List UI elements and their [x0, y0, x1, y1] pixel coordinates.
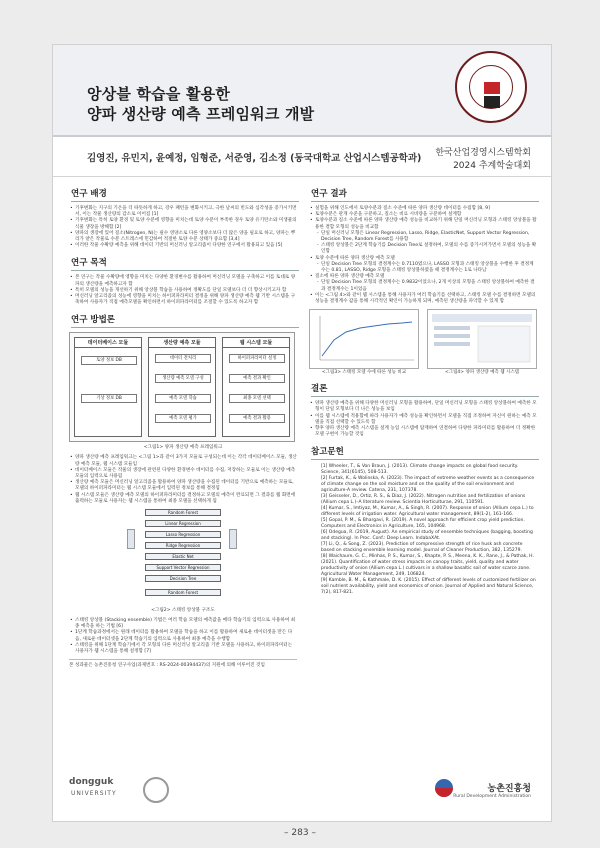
section-purpose: [69, 256, 297, 306]
figure-caption: <그림1> 양파 생산량 예측 프레임워크: [143, 445, 223, 451]
bullet: • 양파 생산량 예측을 위해 다양한 머신러닝 모형을 활용하여, 단일 머신러닝 모형을 스태킹 앙상블하여 예측한 모형이 단일 모형보다 더 나은 성능을 보임: [309, 401, 537, 413]
diagram-column-predict: [148, 337, 216, 437]
dongguk-seal-icon: [143, 777, 169, 803]
flow-box: Ridge Regression: [145, 542, 221, 549]
poster: [52, 44, 552, 822]
society-logo: [455, 51, 527, 123]
flow-side-bar: [127, 529, 135, 549]
sub-bullet: - 단일 머신러닝 모형은 Linear Regression, Lasso, Ridge, ElasticNet, Support Vector Regression, Decision Tree, Random Forest를 사용함: [309, 231, 537, 243]
figure-3-wrap: [309, 309, 419, 375]
section-references: [309, 445, 537, 596]
flow-box: Linear Regression: [145, 520, 221, 527]
section-method: [69, 313, 297, 669]
right-column: [309, 187, 537, 603]
diagram-box: 기상 정보 DB: [81, 394, 137, 403]
section-heading: 연구 배경: [71, 187, 299, 202]
bullet: • 웹 시스템 모듈은 생산량 예측 모델의 하이퍼파라미터를 결정하고 모델의 예측이 완료되면 그 결과를 웹 화면에 출력하는 모듈로 사용자는 웹 시스템을 통하여 최종 모델을 선택하게 됨: [69, 493, 297, 505]
results-figures: [309, 309, 537, 375]
diagram-box: 예측 결과 활용: [229, 414, 285, 423]
bullet: • 머신러닝 알고리즘의 성능에 영향을 미치는 하이퍼파라미터 결정을 위해 양파 생산량 예측 웹 기반 시스템을 구축하여 사용자가 직접 예측모델을 확인하면서 하이퍼파라미터를 조절할 수 있도록 하고자 함: [69, 294, 297, 306]
bullet: • 토양 수분에 따른 양파 생산량 예측 모델: [309, 256, 537, 262]
reference-item: [7] Li, Q., & Song, Z. (2023). Prediction of compressive strength of rice husk ash concrete based on stacking ensemble learning model. Journal of Cleaner Production, 382, 135279.: [321, 542, 523, 554]
diagram-box: 예측 모델 평가: [155, 414, 211, 423]
bullet: • 실험을 위해 인도에서 토양수분과 질소 수준에 따른 양파 생산량 데이터를 수집함 [8, 9]: [309, 206, 537, 212]
diagram-column-web: [222, 337, 290, 437]
rda-logo-text: 농촌진흥청: [487, 784, 531, 794]
flow-box: Decision Tree: [145, 575, 221, 582]
section-heading: 연구 목적: [71, 256, 299, 271]
reference-item: [8] Waichaure, G. C., Minhas, P. S., Kumar, S., Khapte, P. S., Meena, K. K., Rane, J., & Pathak, H. (2021). Quantification of water stress impacts on canopy traits, yield, quality and water productivity of onion (Allium cepa L.) cultivars in a shallow basaltic soil of water scarce zone. Agricultural Water Management, 249, 106824.: [321, 554, 534, 578]
bullet: • 1단계 학습과정에서는 원래 데이터를 활용하여 모델을 학습을 하고 이를 활용하여 새로운 데이터셋을 만든 다음, 새로운 데이터셋을 2단계 학습기의 입력으로 사용하여 최종 예측을 수행함: [69, 630, 297, 642]
section-background: [69, 187, 297, 249]
bullet: • 데이터베이스 모듈은 작물의 생장에 관련된 다양한 환경변수 데이터를 수집, 저장하는 모듈로 이는 생산량 예측 모듈의 입력으로 사용됨: [69, 468, 297, 480]
diagram-box: 하이퍼파라미터 설정: [229, 354, 285, 363]
figure-caption: <그림4> 양파 생산량 예측 웹 시스템: [444, 370, 520, 376]
bullet: • 양파 생산량 예측 프레임워크는 <그림 1>과 같이 3가지 모듈로 구성되는데 이는 각각 데이터베이스 모듈, 생산량 예측 모듈, 웹 시스템 모듈임: [69, 455, 297, 467]
diagram-box: 최종 모델 선택: [229, 394, 285, 403]
funding-note: 본 성과물은 농촌진흥청 연구사업(과제번호 : RS-2024-00394437)의 지원에 의해 이루어진 것임: [69, 659, 297, 669]
diagram-box: 생산량 예측 모델 구성: [155, 374, 211, 383]
diagram-column-db: [74, 337, 142, 437]
reference-item: [4] Kumar, S., Imtiyaz, M., Kumar, A., & Singh, R. (2007). Response of onion (Allium cepa L.) to different levels of irrigation water. Agricultural water management, 89(1-2), 161-166.: [321, 506, 534, 518]
bullet: • 이를 웹 시스템에 적용함에 따라 사용자가 예측 성능을 확인하면서 모델을 직접 조정하여 자신이 원하는 예측 모델을 직접 선택할 수 있도록 함: [309, 414, 537, 426]
bullet: • 생산량 예측 모듈은 머신러닝 알고리즘을 활용하여 양파 생산량을 수집된 데이터를 기반으로 예측하는 모듈로, 모델의 하이퍼파라미터는 웹 시스템 모듈에서 입력된 정보를 통해 결정됨: [69, 480, 297, 492]
conference-name: 한국산업경영시스템학회: [435, 148, 531, 158]
reference-item: [3] Geisseler, D., Ortiz, R. S., & Diaz, J. (2022). Nitrogen nutrition and fertilization of onions (Allium cepa L.)–A literature review. Scientia Horticulturae, 291, 110591.: [321, 494, 526, 506]
sub-bullet: - 스태킹 앙상블은 2단계 학습기를 Decision Tree로 설정하여, 모델의 수를 증가시켜가면서 모델의 성능을 확인함: [309, 243, 537, 255]
flow-box: Random Forest: [145, 589, 221, 596]
bullet: • 기후변화는 특히 토양 환경 및 토양 수분에 영향을 미치는데 토양 수분이 부족한 경우 토양 유기탄소와 미생물의 식물 생장을 방해함 [2]: [69, 218, 297, 230]
diagram-box: 예측 결과 확인: [229, 374, 285, 383]
figure-3-plot: [309, 309, 419, 369]
framework-diagram: [69, 332, 295, 442]
flow-box: Lasso Regression: [145, 531, 221, 538]
bullet: • 질소에 따른 양파 생산량 예측 모델: [309, 274, 537, 280]
diagram-box: 데이터 전처리: [155, 354, 211, 363]
authors: 김영진, 유민지, 윤예정, 임형준, 서준영, 김소정 (동국대학교 산업시스템공학과): [87, 153, 422, 164]
diagram-box: 토양 정보 DB: [81, 356, 137, 365]
diagram-column-title: 생산량 예측 모듈: [149, 338, 215, 348]
poster-title-line1: 앙상블 학습을 활용한: [87, 85, 231, 103]
section-heading: 결론: [311, 382, 539, 397]
left-column: [69, 187, 297, 676]
reference-item: [9] Kamble, B. M., & Kathmale, D. K. (2015). Effect of different levels of customized fertilizer on soil nutrient availability, yield and economics of onion. Journal of Applied and Natural Science, 7(2), 817-821.: [321, 578, 536, 596]
bullet: • 기후변화는 지구의 기온을 더 따뜻하게 하고, 강우 패턴을 변화시키고, 극한 날씨의 빈도와 심각성을 증가시키면서, 이는 작물 생산량의 감소로 이어짐 [1]: [69, 206, 297, 218]
diagram-column-title: 웹 시스템 모듈: [223, 338, 289, 348]
stacking-diagram: [123, 509, 243, 605]
bullet: • 이는 <그림 4>와 같이 웹 시스템을 통해 사용자가 여러 학습기를 선택하고, 스태킹 모델 수를 결정하면 모델의 성능을 결정계수 값을 통해 시각적인 확인이 가능하게 되며, 예측된 생산량을 파악할 수 있게 함: [309, 293, 537, 305]
figure-4-screenshot: [427, 309, 537, 369]
page-number: – 283 –: [284, 828, 316, 838]
section-heading: 참고문헌: [311, 445, 539, 460]
bullet: • 양파의 생장에 있어 질소(Nitrogen, N)는 필수 영양소로 다른 영양소보다 더 많은 양을 필요로 하고, 양파는 뿌리가 얕은 작물로 수분 스트레스에 민감하여 적절한 토양 수분 상태가 중요함 [3,4]: [69, 231, 297, 243]
bullet: • 이러한 작물 수확량 예측을 위해 데이터 기반의 머신러닝 알고리즘이 다양한 연구에서 활용되고 있음 [5]: [69, 243, 297, 249]
diagram-column-title: 데이터베이스 모듈: [75, 338, 141, 348]
reference-item: [1] Wheeler, T., & Von Braun, J. (2013). Climate change impacts on global food security. Science, 341(6145), 508-513.: [321, 464, 519, 476]
sub-bullet: - 단일 Decision Tree 모형의 결정계수는 0.9832이었으나, 2개 이상의 모형을 스태킹 앙상블하여 예측한 결과 결정계수는 1이었음: [309, 280, 537, 292]
web-system-screenshot: [428, 310, 536, 368]
section-results: [309, 187, 537, 375]
figure-caption: <그림3> 스태킹 모델 수에 따른 성능 비교: [321, 370, 407, 376]
figure-4-wrap: [427, 309, 537, 375]
flow-box: Elastic Net: [145, 553, 221, 560]
bullet: • 스태킹 앙상블 (Stacking ensemble) 기법은 여러 학습 모델의 예측값을 메타 학습기의 입력으로 사용하여 최종 예측을 하는 기법 [6]: [69, 618, 297, 630]
bullet: • 스태킹을 위해 1단계 학습기에서 각 모형의 다른 머신러닝 알고리즘 기반 모델을 사용하고, 하이퍼파라미터는 사용자가 웹 시스템을 통해 설정함 [7]: [69, 643, 297, 655]
rda-logo-sub: Rural Development Administration: [453, 794, 531, 799]
conference-event: 2024 추계학술대회: [453, 161, 531, 171]
dongguk-logo-sub: UNIVERSITY: [71, 790, 117, 797]
bullet: • 본 연구는 작물 수확량에 영향을 미치는 다양한 환경변수를 활용하여 머신러닝 모델을 구축하고 이를 토대로 양파의 생산량을 예측하고자 함: [69, 275, 297, 287]
section-conclusion: [309, 382, 537, 438]
footer-logos: [53, 777, 552, 813]
section-heading: 연구 방법론: [71, 313, 299, 328]
section-heading: 연구 결과: [311, 187, 539, 202]
authors-bar: [53, 141, 552, 177]
figure-caption: <그림2> 스태킹 앙상블 구조도: [151, 608, 215, 614]
reference-item: [2] Furtak, K., & Wolinska, A. (2023). The impact of extreme weather events as a consequence of climate change on the soil moisture and on the quality of the soil environment and agriculture-A review. Catena, 231, 107378.: [321, 476, 535, 494]
poster-header: [53, 45, 552, 137]
sub-bullet: - 단일 Decision Tree 모형의 결정계수는 0.7110였으나, LASSO 모형과 스태킹 앙상블을 수행한 후 결정계수는 0.81, LASSO, Ridge 모형을 스태킹 앙상블하였을 때 결정계수는 1로 나타남: [309, 262, 537, 274]
poster-title-line2: 양파 생산량 예측 프레임워크 개발: [87, 105, 315, 123]
bullet: • 토양수분은 관개 수준을 구분하고, 질소는 비료 시비량을 구분하여 설계함: [309, 212, 537, 218]
reference-item: [5] Gopal, P. M., & Bhargavi, R. (2019). A novel approach for efficient crop yield prediction. Computers and Electronics in Agriculture, 165, 104968.: [321, 518, 525, 530]
dongguk-logo-text: dongguk: [69, 777, 114, 787]
bullet: • 특히 모델의 성능을 개선하기 위해 앙상블 학습을 사용하여 정확도를 단일 모델보다 더 더 향상시키고자 함: [69, 288, 297, 294]
bullet: • 향후 양파 생산량 예측 시스템을 설계 농업 시스템에 탑재하여 연결하여 다양한 파라미터를 활용하여 더 정확한 모델 구현이 가능할 것임: [309, 426, 537, 438]
logo-dark-block: [484, 96, 500, 108]
logo-inner-ring: [469, 65, 513, 109]
logo-red-block: [484, 82, 500, 94]
flow-box: Support Vector Regression: [145, 564, 221, 571]
reference-item: [6] Odegua, R. (2019, August). An empirical study of ensemble techniques (bagging, boosting and stacking). In Proc. Conf.: Deep Learn. IndabaXAt.: [321, 530, 533, 542]
diagram-box: 예측 모델 학습: [155, 394, 211, 403]
flow-side-bar: [229, 529, 237, 549]
stacking-line-plot: [310, 310, 418, 368]
flow-box: Random Forest: [145, 509, 221, 516]
rda-logo-icon: [435, 779, 453, 797]
bullet: • 토양수분과 질소 수준에 따른 양파 생산량 예측 성능을 비교하기 위해 단일 머신러닝 모형과 스태킹 앙상블을 활용한 결합 모형의 성능을 비교함: [309, 218, 537, 230]
